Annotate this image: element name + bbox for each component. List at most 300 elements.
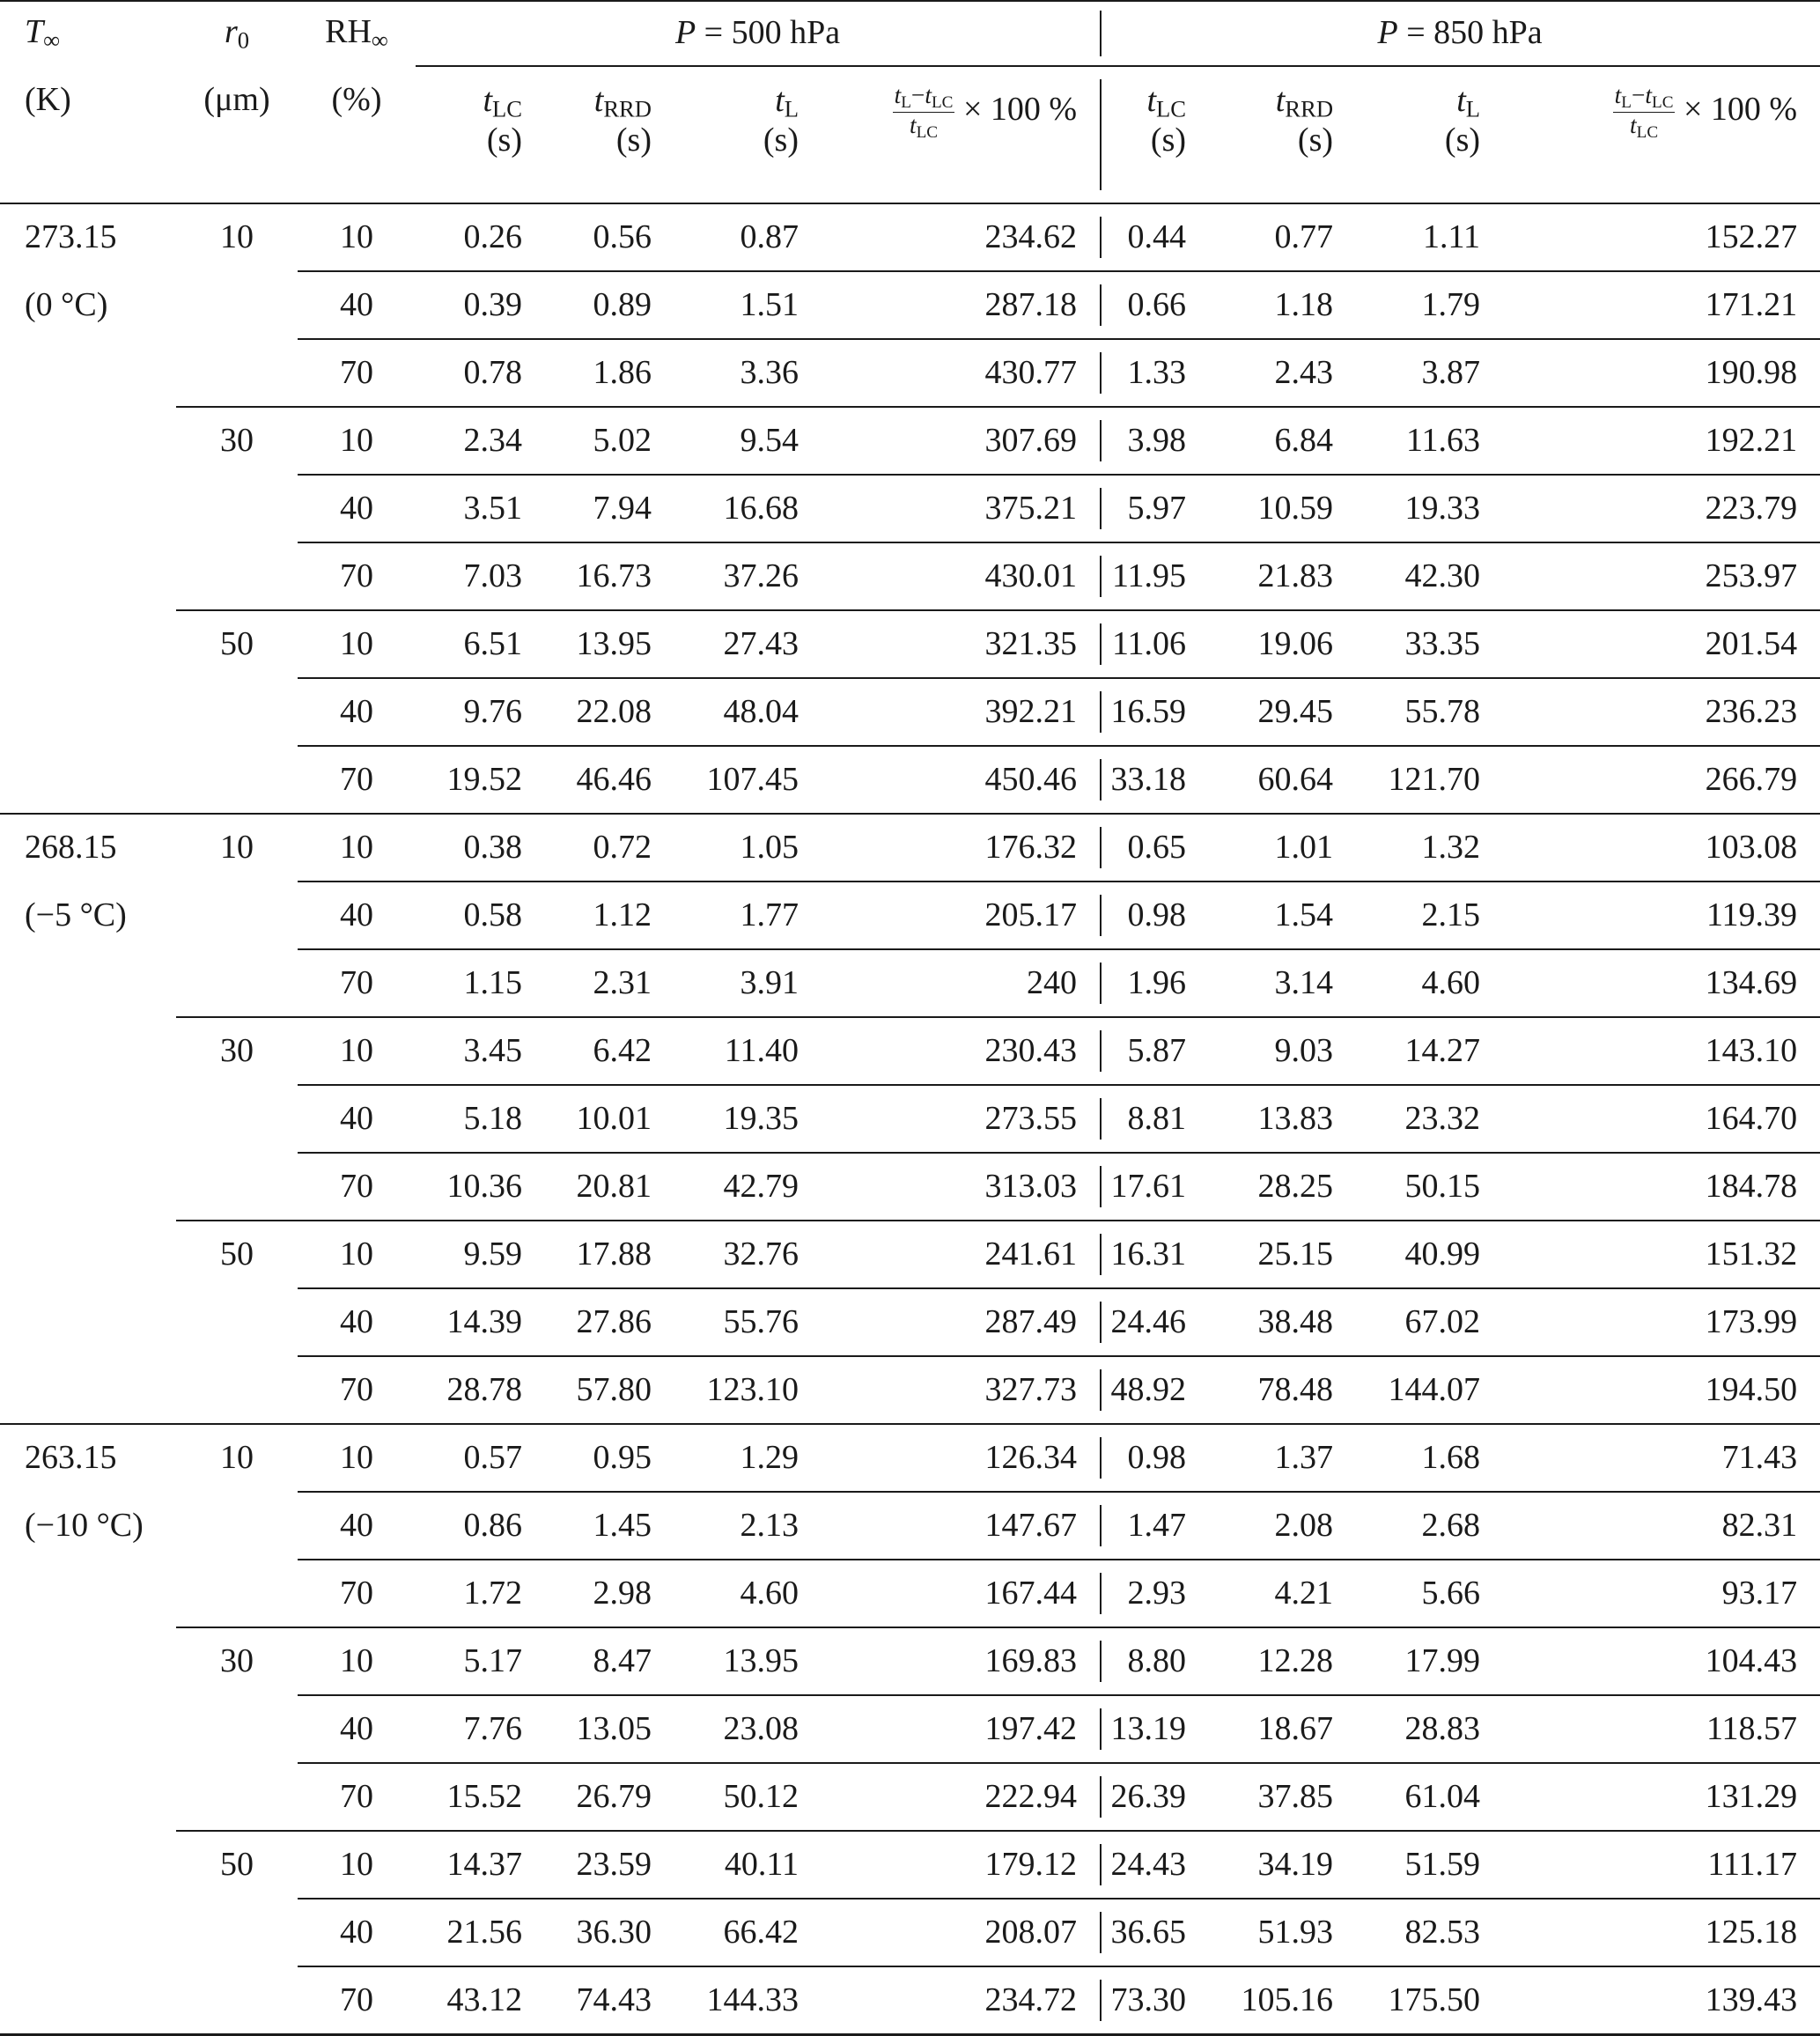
tlc-850-cell: 26.39	[1100, 1763, 1209, 1831]
tl-850-cell: 5.66	[1356, 1560, 1503, 1627]
trrd-500-cell: 0.89	[545, 271, 674, 339]
trrd-500-cell: 1.45	[545, 1492, 674, 1560]
rh-cell: 40	[298, 1695, 416, 1763]
trrd-500-cell: 10.01	[545, 1085, 674, 1153]
trrd-500-cell: 1.86	[545, 339, 674, 407]
tlc-850-cell: 0.98	[1100, 1424, 1209, 1492]
trrd-850-cell: 105.16	[1209, 1966, 1356, 2035]
tlc-500-cell: 1.72	[416, 1560, 545, 1627]
rh-cell: 10	[298, 1831, 416, 1899]
header-temperature-unit: (K)	[25, 81, 71, 118]
trrd-850-cell: 1.01	[1209, 814, 1356, 882]
trrd-500-cell: 1.12	[545, 882, 674, 949]
temperature-cell: 268.15	[0, 814, 176, 882]
tl-850-cell: 50.15	[1356, 1153, 1503, 1221]
header-tlc-850: $t_{LC}$ (s)	[1100, 66, 1209, 203]
tlc-850-cell: 36.65	[1100, 1899, 1209, 1966]
header-trrd-500: $t_{RRD}$ (s)	[593, 82, 652, 159]
rh-cell: 40	[298, 1288, 416, 1356]
ratio-850-cell: 139.43	[1503, 1966, 1820, 2035]
rh-cell: 40	[298, 1085, 416, 1153]
ratio-500-cell: 313.03	[822, 1153, 1100, 1221]
trrd-850-cell: 2.43	[1209, 339, 1356, 407]
tlc-850-cell: 0.65	[1100, 814, 1209, 882]
table-row	[0, 203, 1820, 271]
trrd-500-cell: 6.42	[545, 1017, 674, 1085]
radius-cell: 50	[176, 1831, 298, 1899]
ratio-500-cell: 176.32	[822, 814, 1100, 882]
ratio-500-cell: 375.21	[822, 475, 1100, 542]
table-row	[0, 1966, 1820, 2035]
trrd-500-cell: 23.59	[545, 1831, 674, 1899]
table-row	[0, 1356, 1820, 1424]
ratio-850-cell: 143.10	[1503, 1017, 1820, 1085]
trrd-500-cell: 20.81	[545, 1153, 674, 1221]
tlc-850-cell: 24.43	[1100, 1831, 1209, 1899]
tl-500-cell: 16.68	[674, 475, 822, 542]
tlc-850-cell: 16.59	[1100, 678, 1209, 746]
rh-cell: 70	[298, 1560, 416, 1627]
ratio-850-cell: 223.79	[1503, 475, 1820, 542]
temperature-cell	[0, 1899, 176, 1966]
trrd-850-cell: 19.06	[1209, 610, 1356, 678]
trrd-850-cell: 60.64	[1209, 746, 1356, 814]
tl-850-cell: 2.68	[1356, 1492, 1503, 1560]
tlc-850-cell: 17.61	[1100, 1153, 1209, 1221]
tlc-500-cell: 5.18	[416, 1085, 545, 1153]
ratio-850-cell: 192.21	[1503, 407, 1820, 475]
tl-850-cell: 51.59	[1356, 1831, 1503, 1899]
header-group-500: P = 500 hPa	[416, 1, 1100, 66]
trrd-850-cell: 13.83	[1209, 1085, 1356, 1153]
trrd-850-cell: 51.93	[1209, 1899, 1356, 1966]
temperature-cell	[0, 610, 176, 678]
ratio-500-cell: 205.17	[822, 882, 1100, 949]
tl-850-cell: 42.30	[1356, 542, 1503, 610]
rh-cell: 40	[298, 1899, 416, 1966]
trrd-850-cell: 78.48	[1209, 1356, 1356, 1424]
tlc-500-cell: 14.37	[416, 1831, 545, 1899]
tlc-500-cell: 2.34	[416, 407, 545, 475]
ratio-500-cell: 241.61	[822, 1221, 1100, 1288]
radius-cell: 10	[176, 1424, 298, 1492]
rh-cell: 70	[298, 1356, 416, 1424]
temperature-cell	[0, 1560, 176, 1627]
trrd-850-cell: 25.15	[1209, 1221, 1356, 1288]
rh-cell: 70	[298, 1966, 416, 2035]
tl-850-cell: 1.68	[1356, 1424, 1503, 1492]
header-trrd-850: $t_{RRD}$ (s)	[1275, 82, 1334, 159]
tlc-500-cell: 28.78	[416, 1356, 545, 1424]
ratio-500-cell: 450.46	[822, 746, 1100, 814]
temperature-cell	[0, 746, 176, 814]
table-row	[0, 746, 1820, 814]
table-row	[0, 1492, 1820, 1560]
trrd-500-cell: 74.43	[545, 1966, 674, 2035]
tl-850-cell: 1.32	[1356, 814, 1503, 882]
header-temperature: $T_\infty$	[0, 1, 176, 66]
tlc-850-cell: 8.80	[1100, 1627, 1209, 1695]
ratio-500-cell: 430.77	[822, 339, 1100, 407]
tl-500-cell: 144.33	[674, 1966, 822, 2035]
trrd-850-cell: 3.14	[1209, 949, 1356, 1017]
tlc-850-cell: 1.33	[1100, 339, 1209, 407]
header-rh-unit: (%)	[331, 81, 382, 118]
tlc-500-cell: 0.58	[416, 882, 545, 949]
radius-cell: 50	[176, 610, 298, 678]
tlc-850-cell: 0.66	[1100, 271, 1209, 339]
ratio-500-cell: 222.94	[822, 1763, 1100, 1831]
tlc-850-cell: 1.96	[1100, 949, 1209, 1017]
ratio-850-cell: 82.31	[1503, 1492, 1820, 1560]
tl-500-cell: 9.54	[674, 407, 822, 475]
trrd-850-cell: 9.03	[1209, 1017, 1356, 1085]
ratio-500-cell: 392.21	[822, 678, 1100, 746]
tlc-500-cell: 0.78	[416, 339, 545, 407]
ratio-850-cell: 104.43	[1503, 1627, 1820, 1695]
tl-850-cell: 175.50	[1356, 1966, 1503, 2035]
temperature-cell	[0, 1288, 176, 1356]
radius-cell	[176, 1085, 298, 1153]
tl-500-cell: 40.11	[674, 1831, 822, 1899]
tlc-850-cell: 16.31	[1100, 1221, 1209, 1288]
tl-850-cell: 28.83	[1356, 1695, 1503, 1763]
tl-500-cell: 48.04	[674, 678, 822, 746]
radius-cell	[176, 746, 298, 814]
ratio-500-cell: 179.12	[822, 1831, 1100, 1899]
ratio-850-cell: 236.23	[1503, 678, 1820, 746]
rh-cell: 40	[298, 271, 416, 339]
tlc-850-cell: 1.47	[1100, 1492, 1209, 1560]
tl-850-cell: 55.78	[1356, 678, 1503, 746]
tl-850-cell: 40.99	[1356, 1221, 1503, 1288]
header-radius: $r_0$	[176, 1, 298, 66]
trrd-500-cell: 46.46	[545, 746, 674, 814]
tl-500-cell: 3.36	[674, 339, 822, 407]
ratio-850-cell: 253.97	[1503, 542, 1820, 610]
rh-cell: 10	[298, 610, 416, 678]
radius-cell: 30	[176, 1017, 298, 1085]
tl-500-cell: 23.08	[674, 1695, 822, 1763]
ratio-500-cell: 208.07	[822, 1899, 1100, 1966]
tl-500-cell: 1.51	[674, 271, 822, 339]
trrd-850-cell: 6.84	[1209, 407, 1356, 475]
tl-850-cell: 23.32	[1356, 1085, 1503, 1153]
tl-500-cell: 37.26	[674, 542, 822, 610]
header-tlc-500: $t_{LC}$ (s)	[483, 82, 522, 159]
radius-cell	[176, 1899, 298, 1966]
ratio-850-cell: 152.27	[1503, 203, 1820, 271]
temperature-cell	[0, 1695, 176, 1763]
tl-500-cell: 50.12	[674, 1763, 822, 1831]
trrd-850-cell: 34.19	[1209, 1831, 1356, 1899]
tl-850-cell: 2.15	[1356, 882, 1503, 949]
header-tl-500: $t_L$ (s)	[763, 82, 799, 159]
radius-cell	[176, 339, 298, 407]
temperature-cell	[0, 1966, 176, 2035]
ratio-850-cell: 93.17	[1503, 1560, 1820, 1627]
radius-cell: 30	[176, 1627, 298, 1695]
rh-cell: 10	[298, 407, 416, 475]
ratio-850-cell: 118.57	[1503, 1695, 1820, 1763]
ratio-850-cell: 171.21	[1503, 271, 1820, 339]
ratio-850-cell: 164.70	[1503, 1085, 1820, 1153]
tlc-500-cell: 6.51	[416, 610, 545, 678]
trrd-500-cell: 27.86	[545, 1288, 674, 1356]
trrd-500-cell: 0.95	[545, 1424, 674, 1492]
temperature-cell	[0, 1017, 176, 1085]
radius-cell: 10	[176, 814, 298, 882]
trrd-500-cell: 26.79	[545, 1763, 674, 1831]
ratio-500-cell: 230.43	[822, 1017, 1100, 1085]
table-row	[0, 1153, 1820, 1221]
rh-cell: 10	[298, 203, 416, 271]
ratio-500-cell: 147.67	[822, 1492, 1100, 1560]
tlc-500-cell: 15.52	[416, 1763, 545, 1831]
tl-500-cell: 11.40	[674, 1017, 822, 1085]
radius-cell	[176, 1763, 298, 1831]
rh-cell: 10	[298, 1017, 416, 1085]
tlc-850-cell: 2.93	[1100, 1560, 1209, 1627]
tlc-500-cell: 9.76	[416, 678, 545, 746]
tl-850-cell: 33.35	[1356, 610, 1503, 678]
trrd-500-cell: 8.47	[545, 1627, 674, 1695]
trrd-500-cell: 16.73	[545, 542, 674, 610]
ratio-500-cell: 169.83	[822, 1627, 1100, 1695]
tlc-850-cell: 5.87	[1100, 1017, 1209, 1085]
tl-500-cell: 1.05	[674, 814, 822, 882]
tlc-850-cell: 11.95	[1100, 542, 1209, 610]
tl-500-cell: 66.42	[674, 1899, 822, 1966]
rh-cell: 70	[298, 746, 416, 814]
tl-500-cell: 1.29	[674, 1424, 822, 1492]
trrd-850-cell: 29.45	[1209, 678, 1356, 746]
ratio-500-cell: 273.55	[822, 1085, 1100, 1153]
rh-cell: 70	[298, 339, 416, 407]
radius-cell: 50	[176, 1221, 298, 1288]
tlc-850-cell: 8.81	[1100, 1085, 1209, 1153]
tlc-850-cell: 0.98	[1100, 882, 1209, 949]
ratio-500-cell: 430.01	[822, 542, 1100, 610]
temperature-cell	[0, 1831, 176, 1899]
tlc-500-cell: 14.39	[416, 1288, 545, 1356]
trrd-850-cell: 4.21	[1209, 1560, 1356, 1627]
trrd-850-cell: 10.59	[1209, 475, 1356, 542]
tl-850-cell: 19.33	[1356, 475, 1503, 542]
ratio-850-cell: 134.69	[1503, 949, 1820, 1017]
temperature-cell	[0, 1763, 176, 1831]
table-row	[0, 1627, 1820, 1695]
rh-cell: 40	[298, 475, 416, 542]
tl-500-cell: 32.76	[674, 1221, 822, 1288]
tl-500-cell: 19.35	[674, 1085, 822, 1153]
table-row	[0, 1085, 1820, 1153]
radius-cell	[176, 1288, 298, 1356]
tl-850-cell: 1.79	[1356, 271, 1503, 339]
rh-cell: 40	[298, 882, 416, 949]
trrd-850-cell: 1.37	[1209, 1424, 1356, 1492]
trrd-850-cell: 28.25	[1209, 1153, 1356, 1221]
ratio-850-cell: 190.98	[1503, 339, 1820, 407]
trrd-500-cell: 17.88	[545, 1221, 674, 1288]
tl-500-cell: 0.87	[674, 203, 822, 271]
tlc-500-cell: 9.59	[416, 1221, 545, 1288]
ratio-850-cell: 119.39	[1503, 882, 1820, 949]
radius-cell	[176, 1560, 298, 1627]
trrd-500-cell: 13.95	[545, 610, 674, 678]
rh-cell: 10	[298, 1424, 416, 1492]
ratio-850-cell: 151.32	[1503, 1221, 1820, 1288]
trrd-500-cell: 7.94	[545, 475, 674, 542]
table-row	[0, 814, 1820, 882]
rh-cell: 70	[298, 542, 416, 610]
table-row	[0, 475, 1820, 542]
tlc-850-cell: 11.06	[1100, 610, 1209, 678]
ratio-850-cell: 125.18	[1503, 1899, 1820, 1966]
radius-cell	[176, 1153, 298, 1221]
ratio-850-cell: 201.54	[1503, 610, 1820, 678]
tlc-850-cell: 5.97	[1100, 475, 1209, 542]
tlc-500-cell: 7.03	[416, 542, 545, 610]
trrd-500-cell: 2.98	[545, 1560, 674, 1627]
trrd-500-cell: 13.05	[545, 1695, 674, 1763]
tlc-850-cell: 73.30	[1100, 1966, 1209, 2035]
tl-850-cell: 82.53	[1356, 1899, 1503, 1966]
header-ratio-500: $\frac{t_L-t_{LC}}{t_{LC}}$ × 100 %	[894, 82, 1078, 142]
header-tl-850: $t_L$ (s)	[1444, 82, 1481, 159]
radius-cell	[176, 1966, 298, 2035]
temperature-cell: 263.15	[0, 1424, 176, 1492]
trrd-500-cell: 5.02	[545, 407, 674, 475]
tlc-500-cell: 0.86	[416, 1492, 545, 1560]
radius-cell	[176, 1356, 298, 1424]
rh-cell: 70	[298, 1153, 416, 1221]
trrd-850-cell: 1.18	[1209, 271, 1356, 339]
table-row	[0, 1424, 1820, 1492]
temperature-cell	[0, 1627, 176, 1695]
rh-cell: 10	[298, 1221, 416, 1288]
tlc-850-cell: 33.18	[1100, 746, 1209, 814]
tl-500-cell: 13.95	[674, 1627, 822, 1695]
tl-500-cell: 55.76	[674, 1288, 822, 1356]
table-body	[0, 203, 1820, 2035]
radius-cell: 10	[176, 203, 298, 271]
tlc-500-cell: 0.26	[416, 203, 545, 271]
tlc-850-cell: 0.44	[1100, 203, 1209, 271]
temperature-cell	[0, 542, 176, 610]
rh-cell: 10	[298, 1627, 416, 1695]
radius-cell	[176, 542, 298, 610]
temperature-cell	[0, 339, 176, 407]
ratio-850-cell: 266.79	[1503, 746, 1820, 814]
trrd-850-cell: 1.54	[1209, 882, 1356, 949]
ratio-500-cell: 321.35	[822, 610, 1100, 678]
rh-cell: 70	[298, 1763, 416, 1831]
radius-cell	[176, 475, 298, 542]
temperature-cell: (−5 °C)	[25, 896, 127, 933]
temperature-cell: (−10 °C)	[25, 1506, 144, 1544]
table-row	[0, 882, 1820, 949]
tl-850-cell: 4.60	[1356, 949, 1503, 1017]
ratio-fraction: $\frac{t_L-t_{LC}}{t_{LC}}$	[1614, 82, 1674, 142]
rh-cell: 40	[298, 678, 416, 746]
rh-cell: 10	[298, 814, 416, 882]
tlc-500-cell: 0.38	[416, 814, 545, 882]
header-ratio-850: $\frac{t_L-t_{LC}}{t_{LC}}$ × 100 %	[1614, 82, 1798, 142]
radius-cell	[176, 678, 298, 746]
table-row	[0, 339, 1820, 407]
table-row	[0, 1221, 1820, 1288]
header-radius-unit: (μm)	[203, 81, 270, 118]
tlc-500-cell: 7.76	[416, 1695, 545, 1763]
tl-500-cell: 123.10	[674, 1356, 822, 1424]
ratio-500-cell: 287.18	[822, 271, 1100, 339]
tl-850-cell: 61.04	[1356, 1763, 1503, 1831]
tlc-850-cell: 13.19	[1100, 1695, 1209, 1763]
tl-850-cell: 14.27	[1356, 1017, 1503, 1085]
ratio-850-cell: 194.50	[1503, 1356, 1820, 1424]
ratio-850-cell: 111.17	[1503, 1831, 1820, 1899]
table-row	[0, 542, 1820, 610]
tl-500-cell: 4.60	[674, 1560, 822, 1627]
table-row	[0, 678, 1820, 746]
tlc-850-cell: 48.92	[1100, 1356, 1209, 1424]
ratio-500-cell: 287.49	[822, 1288, 1100, 1356]
tl-850-cell: 11.63	[1356, 407, 1503, 475]
temperature-cell	[0, 475, 176, 542]
ratio-850-cell: 131.29	[1503, 1763, 1820, 1831]
tl-850-cell: 144.07	[1356, 1356, 1503, 1424]
trrd-500-cell: 0.56	[545, 203, 674, 271]
trrd-500-cell: 36.30	[545, 1899, 674, 1966]
tl-850-cell: 3.87	[1356, 339, 1503, 407]
ratio-500-cell: 307.69	[822, 407, 1100, 475]
ratio-500-cell: 126.34	[822, 1424, 1100, 1492]
temperature-cell	[0, 949, 176, 1017]
tl-500-cell: 3.91	[674, 949, 822, 1017]
ratio-500-cell: 234.62	[822, 203, 1100, 271]
radius-cell: 30	[176, 407, 298, 475]
table-row	[0, 407, 1820, 475]
tlc-500-cell: 1.15	[416, 949, 545, 1017]
temperature-cell: 273.15	[0, 203, 176, 271]
trrd-850-cell: 18.67	[1209, 1695, 1356, 1763]
temperature-cell: (0 °C)	[25, 285, 108, 323]
table-row	[0, 1763, 1820, 1831]
ratio-500-cell: 240	[822, 949, 1100, 1017]
tl-500-cell: 107.45	[674, 746, 822, 814]
trrd-850-cell: 37.85	[1209, 1763, 1356, 1831]
trrd-500-cell: 22.08	[545, 678, 674, 746]
tlc-500-cell: 10.36	[416, 1153, 545, 1221]
radius-cell	[176, 949, 298, 1017]
table-row	[0, 271, 1820, 339]
temperature-cell	[0, 1221, 176, 1288]
temperature-cell	[0, 407, 176, 475]
tlc-500-cell: 0.57	[416, 1424, 545, 1492]
ratio-500-cell: 167.44	[822, 1560, 1100, 1627]
radius-cell	[176, 271, 298, 339]
temperature-cell	[0, 1153, 176, 1221]
rh-cell: 40	[298, 1492, 416, 1560]
table-row	[0, 1899, 1820, 1966]
radius-cell	[176, 1492, 298, 1560]
trrd-500-cell: 2.31	[545, 949, 674, 1017]
header-group-850: P = 850 hPa	[1100, 1, 1820, 66]
radius-cell	[176, 1695, 298, 1763]
ratio-500-cell: 234.72	[822, 1966, 1100, 2035]
rh-cell: 70	[298, 949, 416, 1017]
